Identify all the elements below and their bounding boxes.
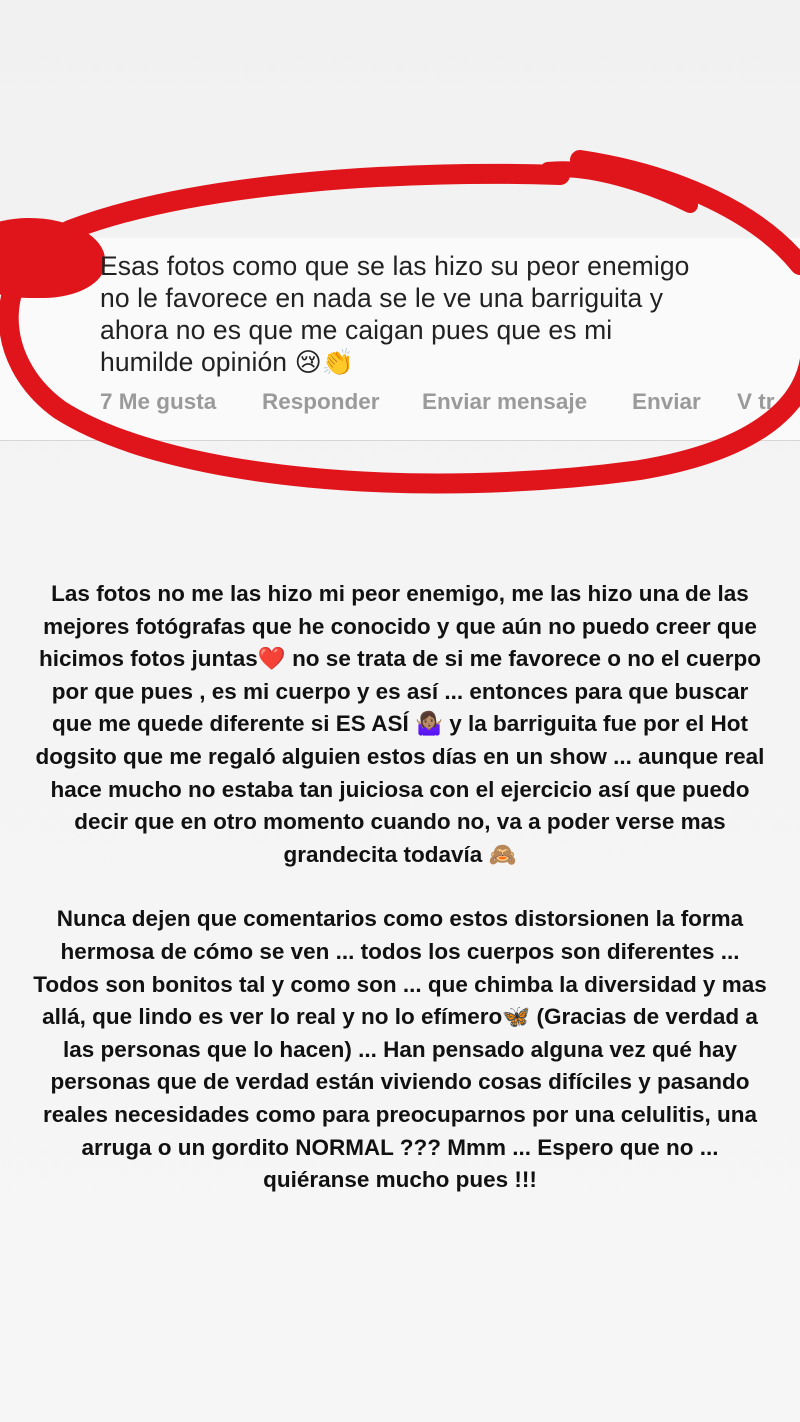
likes-count-button[interactable]: 7 Me gusta [100, 389, 217, 414]
see-no-evil-monkey-emoji: 🙈 [488, 841, 517, 868]
story-text-segment: Las fotos no me las hizo mi peor enemigo, me las hizo una de las mejores fotógrafas que he conocido y que aún no puedo creer que hicimos fotos juntas [39, 581, 757, 672]
butterfly-emoji: 🦋 [502, 1004, 531, 1031]
story-caption [30, 578, 770, 1197]
comment-emojis: 😢👏 [294, 348, 355, 378]
story-text-segment: (Gracias de verdad a las personas que lo hacen) ... Han pensado alguna vez qué hay personas que de verdad están viviendo cosas difíciles y pasando reales necesidades como para preocuparnos por una celulitis, una arruga o un gordito NORMAL ??? Mmm ... Espero que no ... quiéranse mucho pues !!! [43, 1004, 758, 1193]
comment-text [100, 250, 790, 379]
comment-actions [100, 389, 800, 419]
comment-body: Esas fotos como que se las hizo su peor enemigo no le favorece en nada se le ve una barriguita y ahora no es que me caigan pues que es mi humilde opinión [100, 251, 690, 377]
comment-card [0, 238, 800, 441]
see-translation-button[interactable]: V tr [737, 389, 775, 414]
story-text-segment: Nunca dejen que comentarios como estos distorsionen la forma hermosa de cómo se ven ... todos los cuerpos son diferentes ... Todos son bonitos tal y como son ... que chimba la diversidad y mas allá, que lindo es ver lo real y no lo efímero [33, 906, 767, 1030]
story-paragraph-2 [30, 903, 770, 1196]
send-message-button[interactable]: Enviar mensaje [422, 389, 588, 414]
reply-button[interactable]: Responder [262, 389, 380, 414]
send-button[interactable]: Enviar [632, 389, 701, 414]
heart-emoji: ❤️ [257, 646, 286, 673]
story-text-segment: no se trata de si me favorece o no el cuerpo por que pues , es mi cuerpo y es así ... entonces para que buscar que me quede diferente si ES ASÍ [51, 646, 761, 737]
story-paragraph-1 [30, 578, 770, 871]
redacted-avatar [0, 218, 105, 298]
story-text-segment: y la barriguita fue por el Hot dogsito que me regaló alguien estos días en un show ... aunque real hace mucho no estaba tan juiciosa con el ejercicio así que puedo decir que en otro momento cuando no, va a poder verse mas grandecita todavía [35, 711, 765, 867]
shrug-emoji: 🤷🏽‍♀️ [414, 711, 443, 738]
